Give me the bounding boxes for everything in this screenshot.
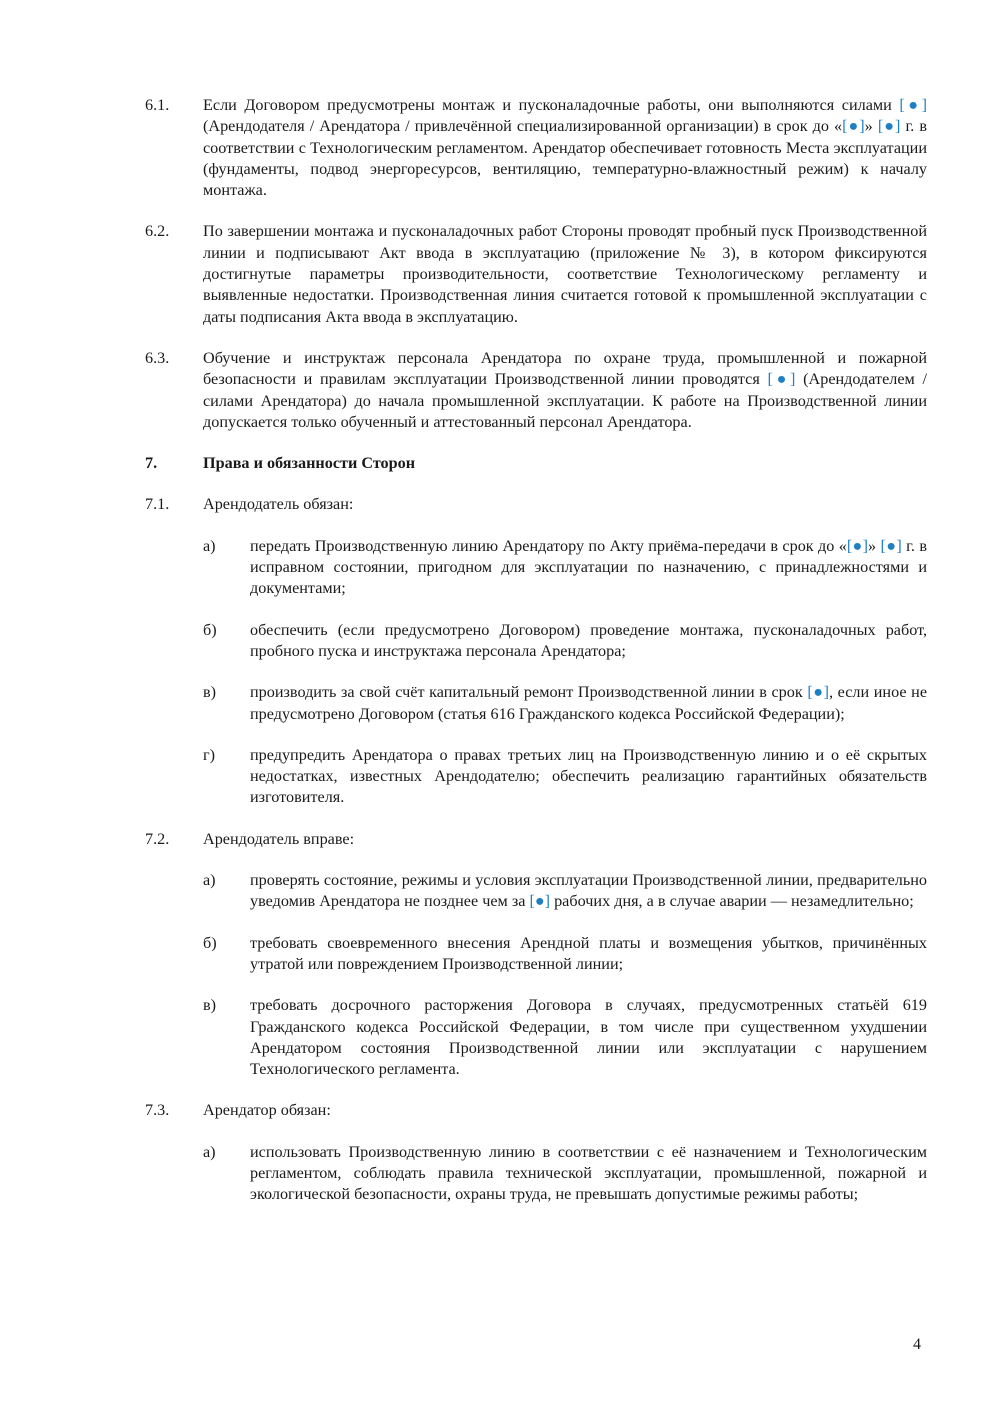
- text-run: передать Производственную линию Арендатору по Акту приёма-передачи в срок до «: [250, 536, 847, 555]
- clause-text: [203, 95, 927, 201]
- subclause: [203, 536, 927, 600]
- clause-number: 6.1.: [145, 96, 170, 114]
- subclause-letter: б): [203, 933, 217, 952]
- text-run: »: [864, 117, 878, 136]
- text-run: обеспечить (если предусмотрено Договором) проведение монтажа, пусконаладочных работ, пробного пуска и инструктажа персонала Арендатора;: [250, 620, 927, 660]
- text-run: , если иное не предусмотрено Договором (статья 616 Гражданского кодекса Российской Федерации);: [250, 683, 928, 723]
- page-number: 4: [913, 1336, 921, 1353]
- section-7: [145, 494, 927, 1205]
- placeholder-mark: [●]: [807, 683, 829, 702]
- text-run: использовать Производственную линию в соответствии с её назначением и Технологическим регламентом, соблюдать правила технической эксплуатации, промышленной, пожарной и экологической безопасности, охраны труда, не превышать допустимые режимы работы;: [250, 1142, 927, 1204]
- subclause: [203, 995, 927, 1080]
- subclause-letter: в): [203, 996, 217, 1015]
- subclause-letter: а): [203, 1142, 216, 1161]
- subclause: [203, 620, 927, 663]
- text-run: предупредить Арендатора о правах третьих лиц на Производственную линию и о её скрытых недостатках, известных Арендодателю; обеспечить реализацию гарантийных обязательств изготовителя.: [250, 745, 927, 807]
- placeholder-mark: [●]: [846, 536, 869, 555]
- subclause-text: [250, 1142, 927, 1206]
- section-6: [145, 95, 927, 433]
- subclause-list: [203, 536, 927, 809]
- text-run: производить за свой счёт капитальный ремонт Производственной линии в срок: [250, 683, 808, 702]
- clause-number: 7.3.: [145, 1101, 170, 1120]
- placeholder-mark: [●]: [899, 96, 927, 114]
- subclause-text: [250, 620, 927, 663]
- text-run: »: [868, 536, 881, 555]
- clause: [145, 221, 927, 327]
- text-run: (Арендодателем / силами Арендатора) до начала промышленной эксплуатации. К работе на Производственной линии допускается только обученный и аттестованный персонал Арендатора.: [203, 370, 928, 431]
- section-heading-title: Права и обязанности Сторон: [203, 454, 416, 473]
- text-run: требовать досрочного расторжения Договора в случаях, предусмотренных статьёй 619 Гражданского кодекса Российской Федерации, в том числе при существенном ухудшении Арендатором состояния Производственной линии или эксплуатации с нарушением Технологического регламента.: [250, 996, 927, 1079]
- subclause-text: [250, 933, 927, 976]
- placeholder-mark: [●]: [767, 370, 796, 389]
- clause-title: Арендодатель обязан:: [203, 495, 354, 514]
- text-run: По завершении монтажа и пусконаладочных работ Стороны проводят пробный пуск Производственной линии и подписывают Акт ввода в эксплуатацию (приложение № 3), в котором фиксируются достигнутые параметры производительности, соответствие Технологическому регламенту и выявленные недостатки. Производственная линия считается готовой к промышленной эксплуатации с даты подписания Акта ввода в эксплуатацию.: [203, 222, 927, 326]
- text-run: г. в соответствии с Технологическим регламентом. Арендатор обеспечивает готовность Места эксплуатации (фундаменты, подвод энергоресурсов, вентиляцию, температурно-влажностный режим) к началу монтажа.: [203, 117, 927, 200]
- subclause-text: [250, 682, 927, 725]
- clause-number: 7.2.: [145, 829, 170, 848]
- placeholder-mark: [●]: [877, 117, 901, 136]
- subclause-letter: в): [203, 683, 217, 702]
- subclause-text: [250, 870, 927, 913]
- clause: [145, 829, 927, 850]
- clause-number: 6.3.: [145, 348, 170, 367]
- placeholder-mark: [●]: [880, 536, 902, 555]
- clause-number: 6.2.: [145, 222, 170, 241]
- subclause-letter: б): [203, 620, 217, 639]
- subclause: [203, 1142, 927, 1206]
- text-run: рабочих дня, а в случае аварии — незамедлительно;: [550, 892, 914, 911]
- text-run: Обучение и инструктаж персонала Арендатора по охране труда, промышленной и пожарной безопасности и правилам эксплуатации Производственной линии проводятся: [203, 348, 927, 389]
- subclause-list: [203, 870, 927, 1080]
- subclause-text: [250, 745, 927, 809]
- clause: [145, 494, 927, 515]
- text-run: Если Договором предусмотрены монтаж и пусконаладочные работы, они выполняются силами: [203, 96, 900, 114]
- subclause-letter: а): [203, 871, 216, 890]
- clause: [145, 95, 927, 201]
- subclause: [203, 933, 927, 976]
- section-heading-number: 7.: [145, 454, 158, 473]
- clause-title: Арендатор обязан:: [203, 1101, 331, 1120]
- clause-text: [203, 221, 927, 327]
- clause-text: [203, 348, 927, 433]
- clause-title: Арендодатель вправе:: [203, 829, 355, 848]
- placeholder-mark: [●]: [842, 117, 865, 136]
- subclause: [203, 745, 927, 809]
- text-run: г. в исправном состоянии, пригодном для эксплуатации по назначению, с принадлежностями и документами;: [250, 536, 927, 598]
- text-run: проверять состояние, режимы и условия эксплуатации Производственной линии, предварительно уведомив Арендатора не позднее чем за: [250, 871, 927, 911]
- clause-number: 7.1.: [145, 495, 170, 514]
- subclause: [203, 870, 927, 913]
- subclause: [203, 682, 927, 725]
- text-run: требовать своевременного внесения Арендной платы и возмещения убытков, причинённых утратой или повреждением Производственной линии;: [250, 933, 927, 973]
- subclause-letter: г): [203, 745, 216, 764]
- subclause-text: [250, 995, 927, 1080]
- clause: [145, 1100, 927, 1121]
- clause: [145, 348, 927, 433]
- section-heading: [145, 453, 927, 474]
- placeholder-mark: [●]: [529, 892, 551, 911]
- subclause-list: [203, 1142, 927, 1206]
- subclause-letter: а): [203, 536, 216, 555]
- text-run: (Арендодателя / Арендатора / привлечённой специализированной организации) в срок до «: [203, 117, 843, 136]
- subclause-text: [250, 536, 927, 600]
